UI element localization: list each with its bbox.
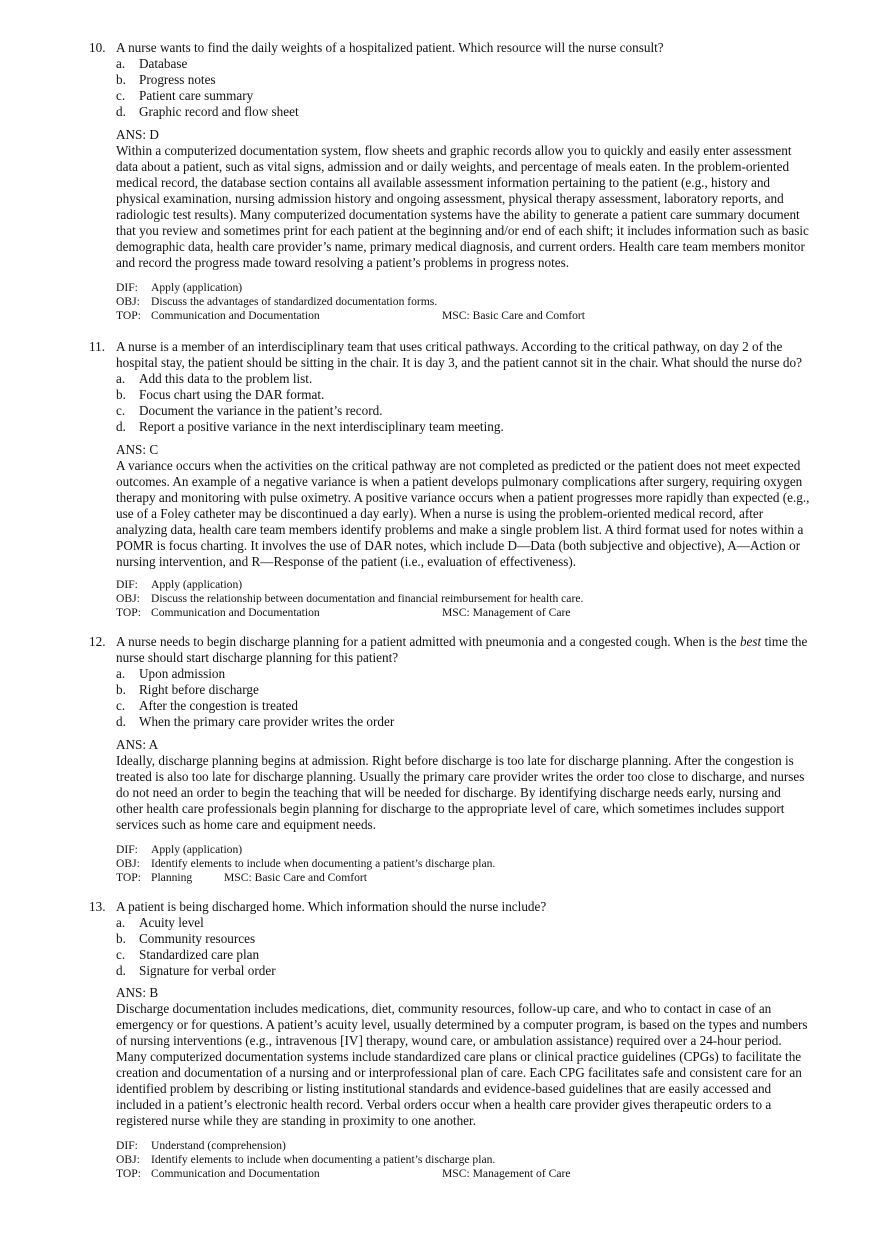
question-stem: hospital stay, the patient should be sitting in the chair. It is day 3, and the patient cannot sit in the chair. What should the nurse do? — [116, 355, 802, 370]
question-stem: A patient is being discharged home. Which information should the nurse include? — [116, 899, 547, 914]
rationale-line: physical examination, nursing admission history and ongoing assessment, physical therapy assessment, laboratory reports, and — [116, 191, 784, 206]
option-letter: c. — [116, 403, 126, 418]
rationale-line: outcomes. An example of a negative variance is when a patient develops pulmonary complications after surgery, requiring oxygen — [116, 474, 803, 489]
answer-key: ANS: B — [116, 985, 159, 1000]
option-text: Focus chart using the DAR format. — [139, 387, 325, 402]
dif-label: DIF: — [116, 843, 138, 856]
top-label: TOP: — [116, 606, 141, 619]
stem-text: A nurse needs to begin discharge planning for a patient admitted with pneumonia and a congested cough. When is the — [116, 634, 740, 649]
dif-label: DIF: — [116, 578, 138, 591]
question-number: 11. — [89, 339, 105, 354]
option-text: Add this data to the problem list. — [139, 371, 313, 386]
option-letter: c. — [116, 698, 126, 713]
obj-label: OBJ: — [116, 295, 140, 308]
rationale-line: treated is also too late for discharge planning. Usually the primary care provider writes the order too close to discharge, and nurses — [116, 769, 805, 784]
rationale-line: medical record, the database section contains all available assessment information pertaining to the patient (e.g., history and — [116, 175, 771, 190]
top-value: Communication and Documentation — [151, 1167, 320, 1180]
option-text: Community resources — [139, 931, 256, 946]
answer-key: ANS: D — [116, 127, 159, 142]
stem-emphasis: best — [739, 634, 762, 649]
rationale-line: included in a patient’s electronic health record. Verbal orders occur when a health care provider gives therapeutic orders to a — [116, 1097, 772, 1112]
option-text: Standardized care plan — [139, 947, 260, 962]
option-letter: d. — [116, 714, 126, 729]
option-letter: c. — [116, 88, 126, 103]
rationale-line: that you review and sometimes print for each patient at the beginning and/or end of each shift; it includes information such as basic — [116, 223, 809, 238]
option-text: Acuity level — [139, 915, 204, 930]
option-text: Signature for verbal order — [139, 963, 276, 978]
option-text: Document the variance in the patient’s record. — [139, 403, 383, 418]
option-letter: a. — [116, 371, 126, 386]
rationale-line: other health care professionals begin planning for discharge to the appropriate level of care, which sometimes includes support — [116, 801, 785, 816]
option-letter: b. — [116, 931, 126, 946]
option-text: Graphic record and flow sheet — [139, 104, 299, 119]
top-label: TOP: — [116, 871, 141, 884]
rationale-line: analyzing data, health care team members identify problems and make a single problem list. A third format used for notes within a — [116, 522, 804, 537]
option-text: After the congestion is treated — [139, 698, 298, 713]
msc-value: MSC: Basic Care and Comfort — [224, 871, 367, 884]
question-stem: nurse should start discharge planning for this patient? — [116, 650, 399, 665]
option-text: Database — [139, 56, 188, 71]
dif-value: Apply (application) — [151, 578, 243, 591]
top-value: Communication and Documentation — [151, 309, 320, 322]
obj-label: OBJ: — [116, 592, 140, 605]
obj-value: Discuss the relationship between documentation and financial reimbursement for health care. — [151, 592, 584, 605]
rationale-line: identified problem by describing or listing institutional standards and evidence-based guidelines that are easily accessed and — [116, 1081, 772, 1096]
dif-value: Apply (application) — [151, 281, 243, 294]
option-letter: d. — [116, 419, 126, 434]
question-stem: A nurse wants to find the daily weights of a hospitalized patient. Which resource will the nurse consult? — [116, 40, 664, 55]
rationale-line: POMR is focus charting. It involves the use of DAR notes, which include D—Data (both subjective and objective), A—Action or — [116, 538, 801, 553]
question-stem: A nurse is a member of an interdisciplinary team that uses critical pathways. According to the critical pathway, on day 2 of the — [116, 339, 783, 354]
rationale-line: Ideally, discharge planning begins at admission. Right before discharge is too late for discharge planning. After the congestion is — [116, 753, 794, 768]
rationale-line: Many computerized documentation systems include standardized care plans or clinical practice guidelines (CPGs) to facilitate the — [116, 1049, 802, 1064]
option-letter: a. — [116, 666, 126, 681]
rationale-line: Discharge documentation includes medications, diet, community resources, follow-up care, and who to contact in case of an — [116, 1001, 772, 1016]
option-letter: a. — [116, 56, 126, 71]
rationale-line: services such as home care and equipment needs. — [116, 817, 376, 832]
answer-key: ANS: A — [116, 737, 159, 752]
option-text: Patient care summary — [139, 88, 254, 103]
option-text: Upon admission — [139, 666, 226, 681]
rationale-line: data about a patient, such as vital signs, admission and or daily weights, and percentage of meals eaten. In the problem-oriented — [116, 159, 790, 174]
answer-key: ANS: C — [116, 442, 159, 457]
rationale-line: demographic data, health care provider’s name, primary medical diagnosis, and current orders. Health care team members monitor — [116, 239, 805, 254]
option-text: Right before discharge — [139, 682, 259, 697]
rationale-line: radiologic test results). Many computerized documentation systems have the ability to generate a patient care summary document — [116, 207, 800, 222]
option-text: When the primary care provider writes the order — [139, 714, 395, 729]
msc-value: MSC: Management of Care — [442, 606, 571, 619]
stem-text: time the — [761, 634, 808, 649]
rationale-line: nursing intervention, and R—Response of the patient (i.e., evaluation of effectiveness). — [116, 554, 577, 569]
option-letter: b. — [116, 387, 126, 402]
rationale-line: therapy and monitoring with pulse oximetry. A positive variance occurs when a patient progresses more rapidly than expected (e.g., — [116, 490, 810, 505]
option-letter: c. — [116, 947, 126, 962]
msc-value: MSC: Basic Care and Comfort — [442, 309, 585, 322]
dif-value: Apply (application) — [151, 843, 243, 856]
question-number: 13. — [89, 899, 106, 914]
option-letter: b. — [116, 72, 126, 87]
obj-value: Discuss the advantages of standardized documentation forms. — [151, 295, 438, 308]
obj-label: OBJ: — [116, 857, 140, 870]
option-text: Progress notes — [139, 72, 216, 87]
dif-label: DIF: — [116, 1139, 138, 1152]
obj-value: Identify elements to include when documenting a patient’s discharge plan. — [151, 857, 496, 870]
rationale-line: emergency or for questions. A patient’s acuity level, usually determined by a computer program, is based on the types and numbers — [116, 1017, 808, 1032]
option-text: Report a positive variance in the next interdisciplinary team meeting. — [139, 419, 504, 434]
option-letter: d. — [116, 963, 126, 978]
rationale-line: Within a computerized documentation system, flow sheets and graphic records allow you to quickly and easily enter assessment — [116, 143, 792, 158]
option-letter: d. — [116, 104, 126, 119]
rationale-line: do not need an order to begin the teaching that will be needed for discharge. By identifying discharge needs early, nursing and — [116, 785, 781, 800]
rationale-line: and record the progress made toward resolving a patient’s problems in progress notes. — [116, 255, 570, 270]
top-label: TOP: — [116, 309, 141, 322]
option-letter: a. — [116, 915, 126, 930]
option-letter: b. — [116, 682, 126, 697]
obj-label: OBJ: — [116, 1153, 140, 1166]
top-value: Communication and Documentation — [151, 606, 320, 619]
msc-value: MSC: Management of Care — [442, 1167, 571, 1180]
question-stem — [116, 634, 807, 650]
rationale-line: creation and documentation of a nursing and or interprofessional plan of care. Each CPG facilitates safe and consistent care for an — [116, 1065, 802, 1080]
dif-value: Understand (comprehension) — [151, 1139, 286, 1152]
question-number: 12. — [89, 634, 106, 649]
obj-value: Identify elements to include when documenting a patient’s discharge plan. — [151, 1153, 496, 1166]
rationale-line: registered nurse while they are standing in proximity to one another. — [116, 1113, 476, 1128]
rationale-line: use of a Foley catheter may be discontinued a day early). When a nurse is using the problem-oriented medical record, after — [116, 506, 764, 521]
rationale-line: of nursing interventions (e.g., intravenous [IV] therapy, wound care, or ambulation assistance) required over a 24-hour period. — [116, 1033, 782, 1048]
dif-label: DIF: — [116, 281, 138, 294]
question-number: 10. — [89, 40, 106, 55]
rationale-line: A variance occurs when the activities on the critical pathway are not completed as predicted or the patient does not meet expected — [116, 458, 801, 473]
top-value: Planning — [151, 871, 193, 884]
top-label: TOP: — [116, 1167, 141, 1180]
